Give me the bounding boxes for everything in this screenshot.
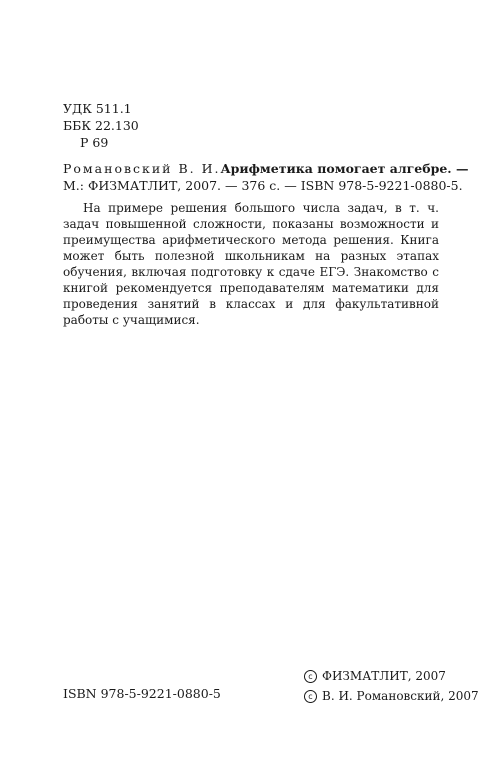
copyright-publisher: [304, 666, 479, 686]
book-title: Арифметика помогает алгебре. —: [220, 161, 469, 176]
udk-code: УДК 511.1: [63, 101, 132, 116]
copyright-block: [304, 666, 479, 706]
copyright-author-text: В. И. Романовский, 2007: [322, 689, 479, 703]
bibliographic-record: [63, 160, 469, 194]
annotation: [63, 200, 439, 328]
copyright-icon: c: [304, 670, 317, 683]
bibliographic-header: [63, 160, 469, 177]
copyright-icon: c: [304, 690, 317, 703]
publication-info: М.: ФИЗМАТЛИТ, 2007. — 376 с. — ISBN 978-5-9221-0880-5.: [63, 178, 463, 193]
isbn: ISBN 978-5-9221-0880-5: [63, 686, 221, 701]
copyright-publisher-text: ФИЗМАТЛИТ, 2007: [322, 669, 446, 683]
author-mark: Р 69: [80, 135, 109, 150]
author-name: Романовский В. И.: [63, 161, 221, 176]
copyright-author: [304, 686, 479, 706]
annotation-text: На примере решения большого числа задач, в т. ч. задач повышенной сложности, показаны возможности и преимущества арифметического метода решения. Книга может быть полезной школьникам на разных этапах обучения, включая подготовку к сдаче ЕГЭ. Знакомство с книгой рекомендуется преподавателям математики для проведения занятий в классах и для факультативной работы с учащимися.: [63, 201, 439, 327]
classification-codes: [63, 100, 139, 151]
bbk-code: ББК 22.130: [63, 118, 139, 133]
